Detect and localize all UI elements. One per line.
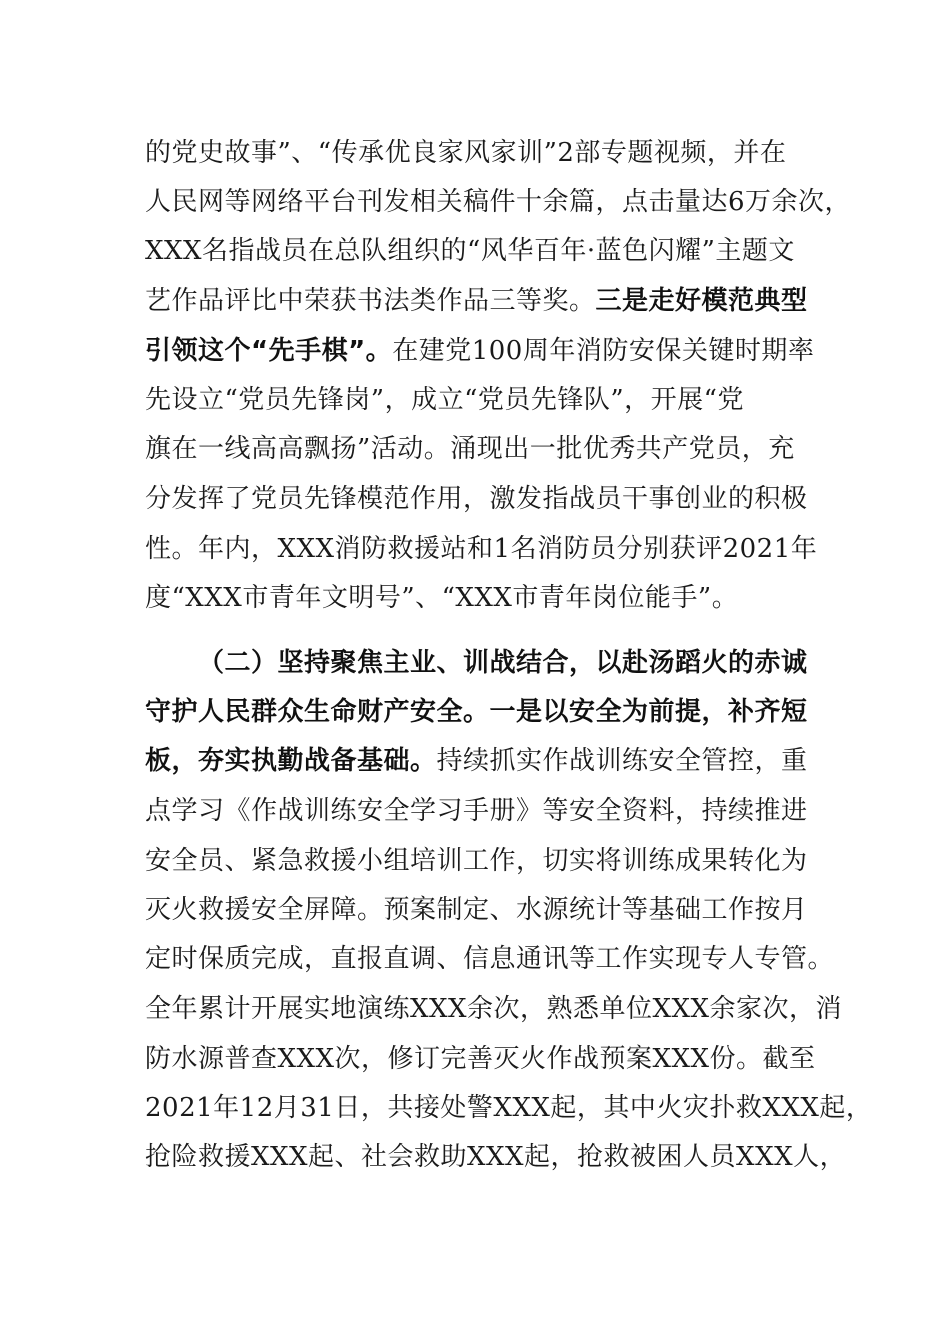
text-line: 先设立“党员先锋岗”，成立“党员先锋队”，开展“党 <box>145 385 744 415</box>
text-line: 人民网等网络平台刊发相关稿件十余篇，点击量达6万余次， <box>145 187 852 217</box>
text-line: 2021年12月31日，共接处警XXX起，其中火灾扑救XXX起， <box>145 1093 873 1123</box>
text-line: 定时保质完成，直报直调、信息通讯等工作实现专人专管。 <box>145 944 835 974</box>
text-line: 防水源普查XXX次，修订完善灭火作战预案XXX份。截至 <box>145 1044 816 1074</box>
text-line: 全年累计开展实地演练XXX余次，熟悉单位XXX余家次，消 <box>145 994 843 1024</box>
bold-heading-span: 三是走好模范典型 <box>595 286 808 316</box>
text-line: 的党史故事”、“传承优良家风家训”2部专题视频，并在 <box>145 138 787 168</box>
section-heading-line: （二）坚持聚焦主业、训战结合，以赴汤蹈火的赤诚 <box>198 648 808 678</box>
text-span: 在建党100周年消防安保关键时期率 <box>392 336 815 366</box>
text-span: 持续抓实作战训练安全管控，重 <box>436 746 808 776</box>
text-line: 分发挥了党员先锋模范作用，激发指战员干事创业的积极 <box>145 484 808 514</box>
text-line <box>145 336 814 366</box>
text-line <box>145 746 808 776</box>
text-line: 安全员、紧急救援小组培训工作，切实将训练成果转化为 <box>145 846 808 876</box>
text-line <box>145 286 808 316</box>
text-line: 抢险救援XXX起、社会救助XXX起，抢救被困人员XXX人， <box>145 1142 847 1172</box>
bold-heading-span: 引领这个“先手棋”。 <box>145 336 393 366</box>
text-line: 点学习《作战训练安全学习手册》等安全资料，持续推进 <box>145 796 808 826</box>
text-line: XXX名指战员在总队组织的“风华百年·蓝色闪耀”主题文 <box>145 236 795 266</box>
text-line: 性。年内，XXX消防救援站和1名消防员分别获评2021年 <box>145 534 818 564</box>
bold-heading-span: 板，夯实执勤战备基础。 <box>145 746 437 776</box>
text-line: 旗在一线高高飘扬”活动。涌现出一批优秀共产党员，充 <box>145 434 795 464</box>
text-line: 度“XXX市青年文明号”、“XXX市青年岗位能手”。 <box>145 583 739 613</box>
section-heading-line: 守护人民群众生命财产安全。一是以安全为前提，补齐短 <box>145 697 808 727</box>
text-line: 灭火救援安全屏障。预案制定、水源统计等基础工作按月 <box>145 895 808 925</box>
text-span: 艺作品评比中荣获书法类作品三等奖。 <box>145 286 596 316</box>
